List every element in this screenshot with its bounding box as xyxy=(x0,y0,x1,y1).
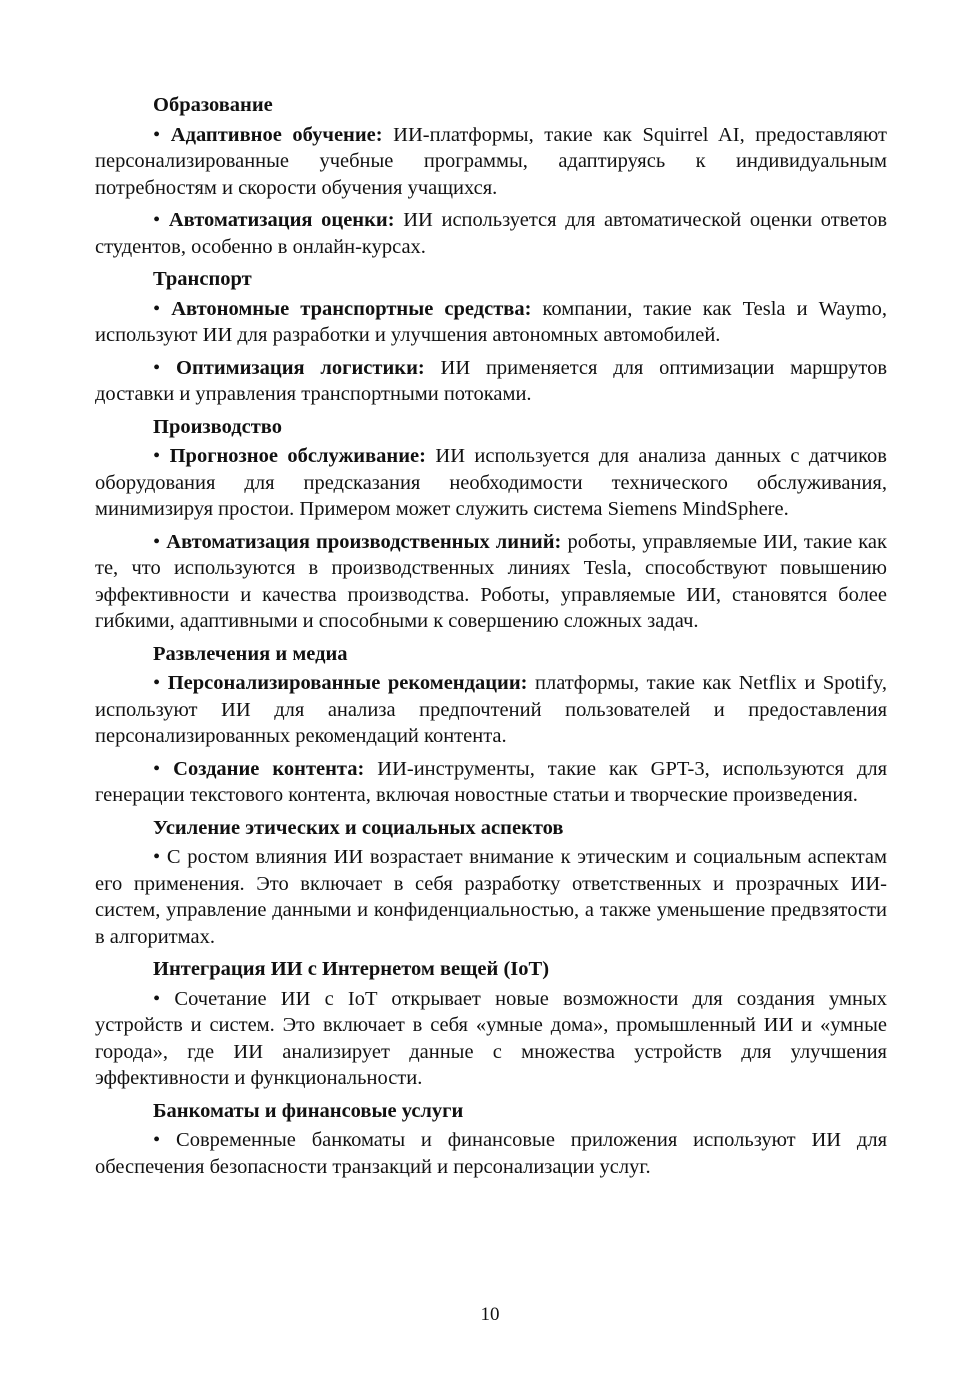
section-heading: Образование xyxy=(153,94,273,116)
paragraph xyxy=(95,670,887,750)
paragraph-text: ИИ-платформы, такие как Squirrel AI, предоставляют персонализированные учебные программы, адаптируясь к индивидуальным потребностям и скорости обучения учащихся. xyxy=(95,123,887,199)
paragraph xyxy=(95,1127,887,1180)
term: Персонализированные рекомендации: xyxy=(167,672,528,694)
paragraph-text: ИИ используется для анализа данных с датчиков оборудования для предсказания необходимости технического обслуживания, минимизируя простои. Примером может служить система Siemens MindSphere. xyxy=(95,445,887,520)
paragraph-text: ИИ применяется для оптимизации маршрутов доставки и управления транспортными потоками. xyxy=(95,356,887,405)
section-manufacturing xyxy=(95,414,887,635)
paragraph-text: Сочетание ИИ с IoT открывает новые возможности для создания умных устройств и систем. Это включает в себя «умные дома», промышленный ИИ и «умные города», где ИИ анализирует данные с множества устройств для улучшения эффективности и функциональности. xyxy=(95,987,887,1089)
section-entertainment xyxy=(95,641,887,809)
document-page xyxy=(95,92,887,1186)
paragraph xyxy=(95,355,887,408)
paragraph xyxy=(95,443,887,523)
paragraph-text: роботы, управляемые ИИ, такие как те, что используются в производственных линиях Tesla, способствуют повышению эффективности и качества производства. Роботы, управляемые ИИ, становятся более гибкими, адаптивными и способными к совершению сложных задач. xyxy=(95,530,887,632)
section-education xyxy=(95,92,887,260)
term: Автоматизация оценки: xyxy=(168,209,395,231)
bullet: • xyxy=(153,123,161,146)
bullet: • xyxy=(153,1129,161,1151)
term: Оптимизация логистики: xyxy=(176,356,425,379)
paragraph xyxy=(95,207,887,260)
paragraph-text: компании, такие как Tesla и Waymo, используют ИИ для разработки и улучшения автономных автомобилей. xyxy=(95,297,887,346)
paragraph-text: ИИ используется для автоматической оценки ответов студентов, особенно в онлайн-курсах. xyxy=(95,209,888,258)
term: Автоматизация производственных линий: xyxy=(166,530,562,553)
bullet: • xyxy=(153,672,161,694)
section-heading: Усиление этических и социальных аспектов xyxy=(153,816,564,839)
bullet: • xyxy=(153,297,161,320)
term: Автономные транспортные средства: xyxy=(171,297,532,320)
section-heading: Развлечения и медиа xyxy=(153,642,348,665)
paragraph-text: С ростом влияния ИИ возрастает внимание к этическим и социальным аспектам его применения. Это включает в себя разработку ответственных и прозрачных ИИ-систем, управление данными и конфиденциальностью, а также уменьшение предвзятости в алгоритмах. xyxy=(95,846,887,948)
paragraph xyxy=(95,844,887,950)
section-heading: Производство xyxy=(153,415,282,438)
paragraph-text: Современные банкоматы и финансовые приложения используют ИИ для обеспечения безопасности транзакций и персонализации услуг. xyxy=(95,1129,887,1178)
section-banking xyxy=(95,1098,887,1181)
paragraph xyxy=(95,296,887,349)
paragraph xyxy=(95,529,887,635)
section-transport xyxy=(95,266,887,408)
term: Создание контента: xyxy=(173,757,365,780)
paragraph xyxy=(95,122,887,202)
bullet: • xyxy=(153,846,161,868)
paragraph-text: платформы, такие как Netflix и Spotify, используют ИИ для анализа предпочтений пользователей и предоставления персонализированных рекомендаций контента. xyxy=(95,672,887,747)
bullet: • xyxy=(153,530,161,553)
term: Адаптивное обучение: xyxy=(170,123,383,146)
paragraph-text: ИИ-инструменты, такие как GPT-3, используются для генерации текстового контента, включая новостные статьи и творческие произведения. xyxy=(95,757,888,806)
section-iot xyxy=(95,956,887,1092)
term: Прогнозное обслуживание: xyxy=(169,445,426,467)
section-heading: Банкоматы и финансовые услуги xyxy=(153,1099,464,1122)
bullet: • xyxy=(153,356,161,379)
bullet: • xyxy=(153,757,161,780)
section-ethics xyxy=(95,815,887,951)
paragraph xyxy=(95,986,887,1092)
bullet: • xyxy=(153,209,161,231)
section-heading: Интеграция ИИ с Интернетом вещей (IoT) xyxy=(153,958,550,980)
bullet: • xyxy=(153,987,161,1010)
bullet: • xyxy=(153,445,161,467)
page-number: 10 xyxy=(480,1304,500,1325)
section-heading: Транспорт xyxy=(153,268,252,290)
paragraph xyxy=(95,756,887,809)
